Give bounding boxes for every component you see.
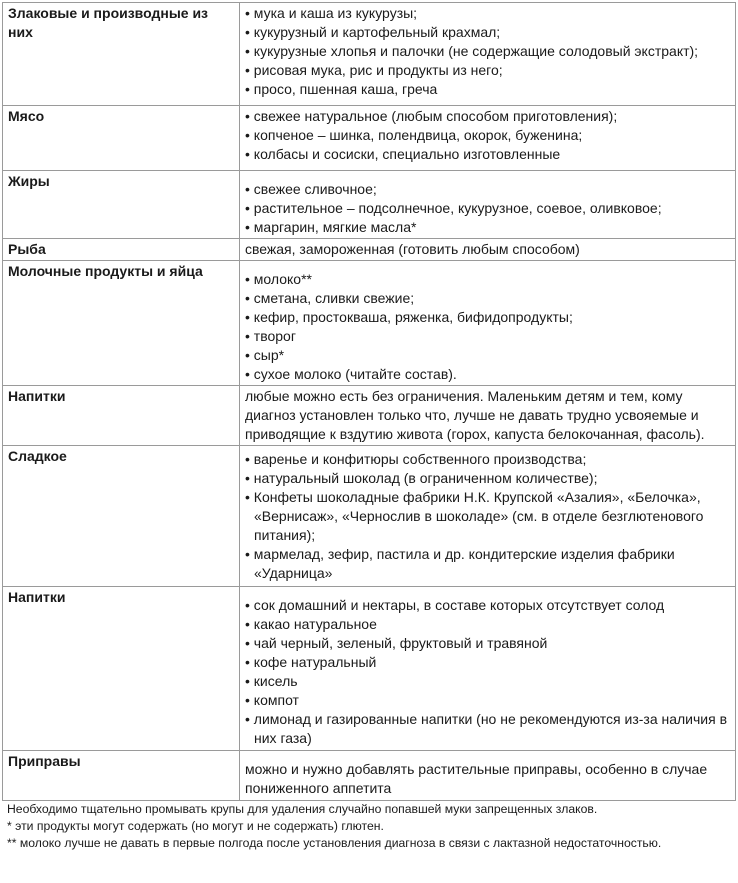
table-row [3, 386, 736, 446]
category-cell: Злаковые и производные из них [3, 3, 240, 106]
cell-text: можно и нужно добавлять растительные приправы, особенно в случае пониженного аппетита [245, 761, 708, 796]
item-list [245, 107, 731, 164]
list-item: • маргарин, мягкие масла* [245, 218, 731, 237]
table-row [3, 587, 736, 751]
table-row [3, 751, 736, 801]
list-item: • рисовая мука, рис и продукты из него; [245, 61, 731, 80]
category-cell: Мясо [3, 106, 240, 171]
list-item: • варенье и конфитюры собственного производства; [245, 450, 731, 469]
table-row [3, 106, 736, 171]
category-cell: Молочные продукты и яйца [3, 261, 240, 386]
content-cell [240, 446, 736, 587]
item-list [245, 596, 731, 748]
list-item: • кукурузный и картофельный крахмал; [245, 23, 731, 42]
list-item: • копченое – шинка, полендвица, окорок, буженина; [245, 126, 731, 145]
table-row [3, 239, 736, 261]
list-item: • компот [245, 691, 731, 710]
list-item: • молоко** [245, 270, 731, 289]
list-item: • кефир, простокваша, ряженка, бифидопродукты; [245, 308, 731, 327]
list-item: • мармелад, зефир, пастила и др. кондитерские изделия фабрики «Ударница» [245, 545, 731, 583]
item-list [245, 4, 731, 99]
list-item: • сухое молоко (читайте состав). [245, 365, 731, 384]
table-row [3, 171, 736, 239]
table-row [3, 261, 736, 386]
allowed-products-table [2, 2, 736, 801]
cell-text: свежая, замороженная (готовить любым способом) [245, 241, 580, 257]
content-cell [240, 3, 736, 106]
list-item: • сок домашний и нектары, в составе которых отсутствует солод [245, 596, 731, 615]
category-cell: Сладкое [3, 446, 240, 587]
content-cell [240, 386, 736, 446]
footnote-milk: ** молоко лучше не давать в первые полгода после установления диагноза в связи с лактазной недостаточностью. [7, 836, 662, 850]
category-cell: Рыба [3, 239, 240, 261]
list-item: • сметана, сливки свежие; [245, 289, 731, 308]
table-row [3, 3, 736, 106]
list-item: • кофе натуральный [245, 653, 731, 672]
list-item: • растительное – подсолнечное, кукурузное, соевое, оливковое; [245, 199, 731, 218]
footnote-gluten: * эти продукты могут содержать (но могут и не содержать) глютен. [7, 819, 384, 833]
list-item: • кисель [245, 672, 731, 691]
list-item: • Конфеты шоколадные фабрики Н.К. Крупской «Азалия», «Белочка», «Вернисаж», «Чернослив в шоколаде» (см. в отделе безглютенового питания); [245, 488, 731, 545]
list-item: • лимонад и газированные напитки (но не рекомендуются из-за наличия в них газа) [245, 710, 731, 748]
table-row [3, 446, 736, 587]
item-list [245, 180, 731, 237]
item-list [245, 270, 731, 384]
footnotes [7, 801, 727, 852]
content-cell [240, 751, 736, 801]
list-item: • мука и каша из кукурузы; [245, 4, 731, 23]
list-item: • кукурузные хлопья и палочки (не содержащие солодовый экстракт); [245, 42, 731, 61]
list-item: • свежее сливочное; [245, 180, 731, 199]
item-list [245, 450, 731, 583]
list-item: • какао натуральное [245, 615, 731, 634]
list-item: • просо, пшенная каша, греча [245, 80, 731, 99]
list-item: • творог [245, 327, 731, 346]
cell-text: любые можно есть без ограничения. Маленьким детям и тем, кому диагноз установлен только что, лучше не давать трудно усвояемые и приводящие к вздутию живота (горох, капуста белокочанная, фасоль). [245, 388, 705, 442]
content-cell [240, 106, 736, 171]
content-cell [240, 239, 736, 261]
category-cell: Напитки [3, 587, 240, 751]
content-cell [240, 587, 736, 751]
category-cell: Приправы [3, 751, 240, 801]
category-cell: Жиры [3, 171, 240, 239]
list-item: • сыр* [245, 346, 731, 365]
category-cell: Напитки [3, 386, 240, 446]
list-item: • чай черный, зеленый, фруктовый и травяной [245, 634, 731, 653]
content-cell [240, 171, 736, 239]
list-item: • свежее натуральное (любым способом приготовления); [245, 107, 731, 126]
list-item: • колбасы и сосиски, специально изготовленные [245, 145, 731, 164]
content-cell [240, 261, 736, 386]
footnote-general: Необходимо тщательно промывать крупы для удаления случайно попавшей муки запрещенных злаков. [7, 802, 598, 816]
list-item: • натуральный шоколад (в ограниченном количестве); [245, 469, 731, 488]
